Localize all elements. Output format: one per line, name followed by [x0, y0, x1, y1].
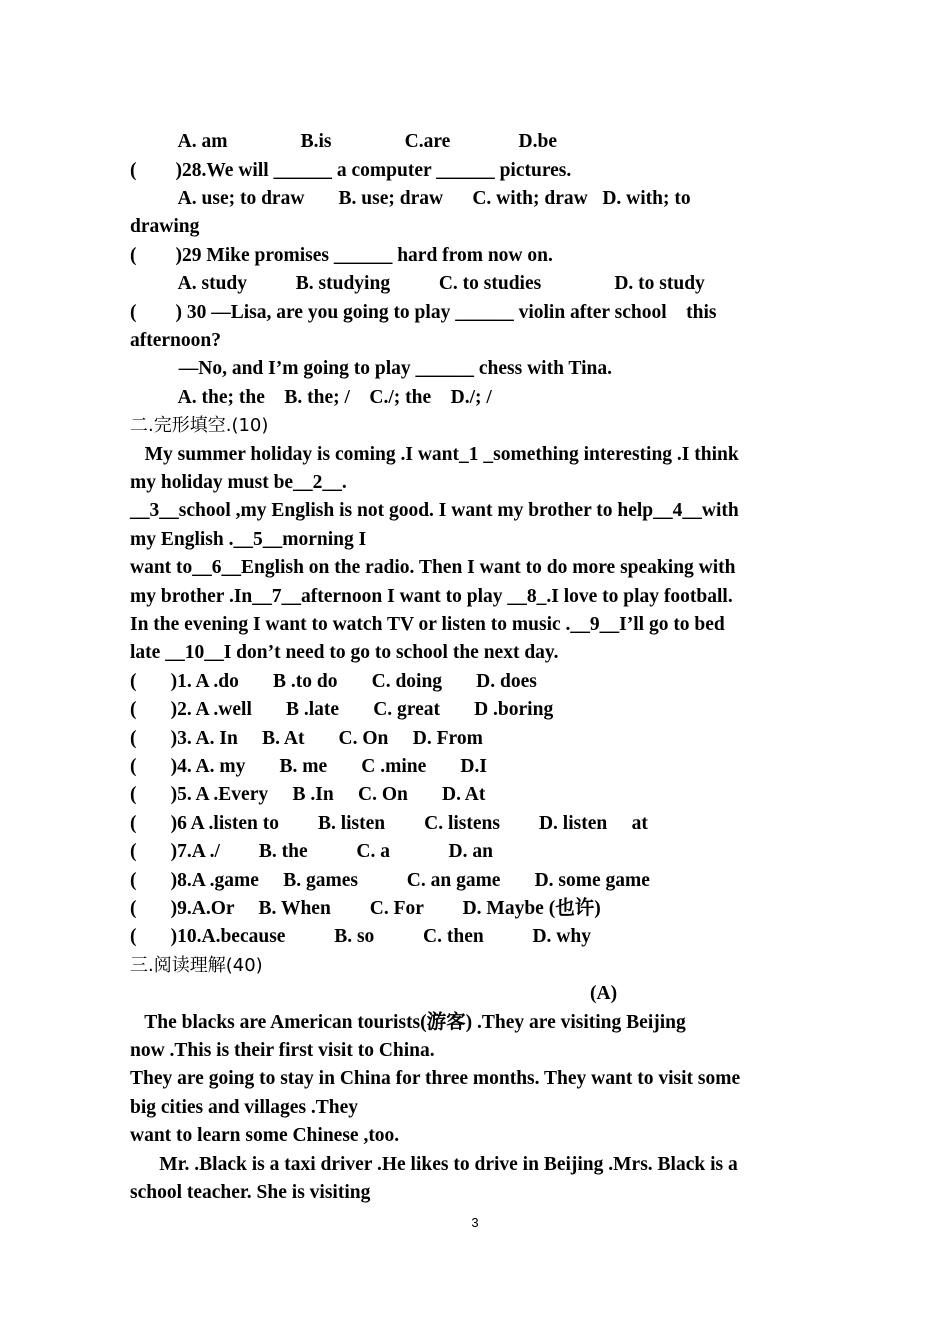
cloze-question-7: ( )7.A ./ B. the C. a D. an: [130, 841, 493, 862]
cloze-passage-line: __3__school ,my English is not good. I want my brother to help__4__with: [130, 500, 739, 521]
reading-passage-line: want to learn some Chinese ,too.: [130, 1125, 400, 1146]
cloze-passage-line: my English .__5__morning I: [130, 529, 367, 550]
cloze-question-2: ( )2. A .well B .late C. great D .boring: [130, 699, 554, 720]
reading-passage-line: They are going to stay in China for three months. They want to visit some: [130, 1068, 741, 1089]
q30-options: A. the; the B. the; / C./; the D./; /: [130, 387, 492, 408]
passage-a-label: (A): [590, 983, 618, 1004]
cloze-passage-line: late __10__I don’t need to go to school the next day.: [130, 642, 559, 663]
reading-passage-line: The blacks are American tourists(游客) .They are visiting Beijing: [130, 1012, 686, 1033]
cloze-question-9: ( )9.A.Or B. When C. For D. Maybe (也许): [130, 898, 601, 919]
cloze-question-4: ( )4. A. my B. me C .mine D.I: [130, 756, 487, 777]
cloze-passage-line: my brother .In__7__afternoon I want to play __8_.I love to play football.: [130, 586, 733, 607]
cloze-passage-line: In the evening I want to watch TV or listen to music .__9__I’ll go to bed: [130, 614, 725, 635]
reading-passage-line: Mr. .Black is a taxi driver .He likes to drive in Beijing .Mrs. Black is a: [130, 1154, 738, 1175]
cloze-question-1: ( )1. A .do B .to do C. doing D. does: [130, 671, 537, 692]
cloze-question-5: ( )5. A .Every B .In C. On D. At: [130, 784, 486, 805]
q27-options: A. am B.is C.are D.be: [130, 131, 558, 152]
q29-stem: ( )29 Mike promises ______ hard from now on.: [130, 245, 553, 266]
cloze-question-6: ( )6 A .listen to B. listen C. listens D. listen at: [130, 813, 648, 834]
section-cloze-heading: 二.完形填空.(10): [130, 415, 269, 436]
q28-stem: ( )28.We will ______ a computer ______ pictures.: [130, 160, 572, 181]
reading-passage-line: now .This is their first visit to China.: [130, 1040, 435, 1061]
q30-stem: ( ) 30 —Lisa, are you going to play ______ violin after school this: [130, 302, 717, 323]
q28-options: A. use; to draw B. use; draw C. with; draw D. with; to: [130, 188, 691, 209]
reading-passage-line: big cities and villages .They: [130, 1097, 359, 1118]
q29-options: A. study B. studying C. to studies D. to study: [130, 273, 705, 294]
page-number: 3: [471, 1215, 479, 1230]
section-reading-heading: 三.阅读理解(40): [130, 955, 263, 976]
cloze-question-3: ( )3. A. In B. At C. On D. From: [130, 728, 483, 749]
cloze-passage-line: My summer holiday is coming .I want_1 _something interesting .I think: [130, 444, 739, 465]
cloze-passage-line: my holiday must be__2__.: [130, 472, 347, 493]
reading-passage-line: school teacher. She is visiting: [130, 1182, 371, 1203]
cloze-question-8: ( )8.A .game B. games C. an game D. some game: [130, 870, 650, 891]
q30-reply: —No, and I’m going to play ______ chess with Tina.: [130, 358, 612, 379]
cloze-passage-line: want to__6__English on the radio. Then I want to do more speaking with: [130, 557, 736, 578]
q28-options-cont: drawing: [130, 216, 200, 237]
cloze-question-10: ( )10.A.because B. so C. then D. why: [130, 926, 591, 947]
q30-stem-cont: afternoon?: [130, 330, 221, 351]
